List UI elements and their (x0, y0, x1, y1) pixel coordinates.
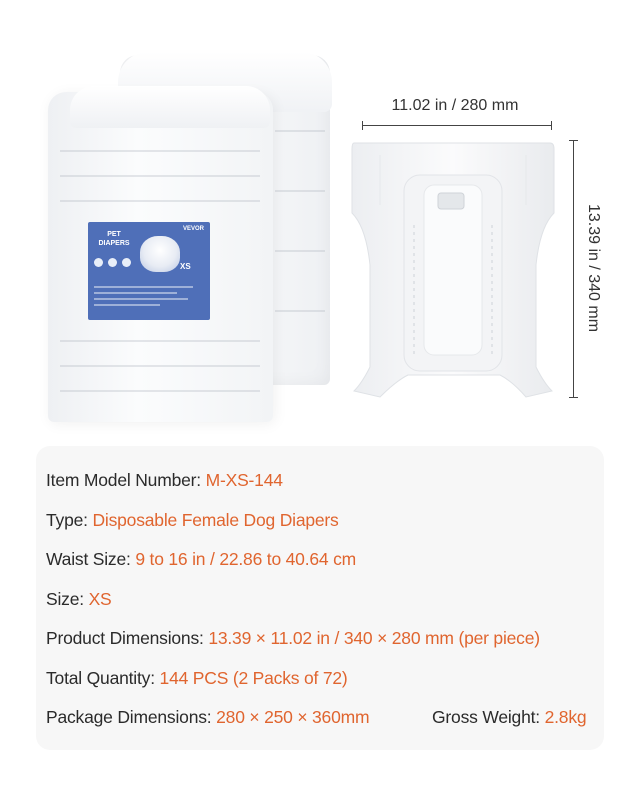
spec-size (46, 588, 112, 610)
height-dimension-line (573, 140, 574, 398)
pack-stripe (60, 200, 260, 202)
package-label-size: XS (180, 262, 191, 271)
diaper-diagram (340, 90, 640, 430)
pack-stripe (275, 310, 325, 312)
spec-package-dimensions (46, 706, 369, 728)
feature-icons (94, 258, 138, 278)
spec-value: 13.39 × 11.02 in / 340 × 280 mm (per piece) (208, 628, 540, 648)
feature-icon (108, 258, 117, 267)
front-pack-top (70, 86, 270, 128)
spec-waist-size (46, 548, 356, 570)
pack-stripe (275, 130, 325, 132)
product-packs-image (0, 0, 340, 440)
specifications-card (36, 446, 604, 750)
package-label (88, 222, 210, 320)
spec-type (46, 509, 339, 531)
spec-value: 9 to 16 in / 22.86 to 40.64 cm (135, 549, 357, 569)
spec-label: Gross Weight: (432, 707, 545, 727)
feature-icon (122, 258, 131, 267)
brand-logo: VEVOR (182, 226, 204, 232)
spec-label: Package Dimensions: (46, 707, 217, 727)
spec-label: Item Model Number: (46, 470, 206, 490)
spec-value: M-XS-144 (205, 470, 283, 490)
pack-stripe (60, 340, 260, 342)
pack-stripe (275, 250, 325, 252)
pack-stripe (60, 175, 260, 177)
spec-label: Total Quantity: (46, 668, 160, 688)
spec-value: XS (88, 589, 112, 609)
spec-label: Product Dimensions: (46, 628, 209, 648)
spec-model-number (46, 469, 283, 491)
spec-gross-weight (432, 706, 586, 728)
package-label-title: PET DIAPERS (98, 231, 130, 247)
diaper-illustration (340, 135, 565, 405)
height-dimension-tick (569, 140, 578, 141)
spec-label: Size: (46, 589, 89, 609)
spec-value: 280 × 250 × 360mm (216, 707, 370, 727)
spec-value: 144 PCS (2 Packs of 72) (159, 668, 348, 688)
height-dimension-tick (569, 397, 578, 398)
pack-stripe (60, 390, 260, 392)
spec-product-dimensions (46, 627, 540, 649)
width-dimension-line (362, 125, 552, 126)
package-label-fine-print (94, 286, 204, 310)
pack-stripe (60, 365, 260, 367)
spec-label: Waist Size: (46, 549, 136, 569)
spec-value: Disposable Female Dog Diapers (92, 510, 339, 530)
spec-value: 2.8kg (544, 707, 587, 727)
pack-stripe (60, 150, 260, 152)
spec-total-quantity (46, 667, 348, 689)
width-dimension-tick (551, 121, 552, 130)
dog-illustration (140, 236, 180, 272)
width-dimension-tick (362, 121, 363, 130)
pack-stripe (275, 190, 325, 192)
height-dimension-label: 13.39 in / 340 mm (585, 203, 602, 333)
spec-label: Type: (46, 510, 93, 530)
feature-icon (94, 258, 103, 267)
width-dimension-label: 11.02 in / 280 mm (391, 97, 519, 114)
